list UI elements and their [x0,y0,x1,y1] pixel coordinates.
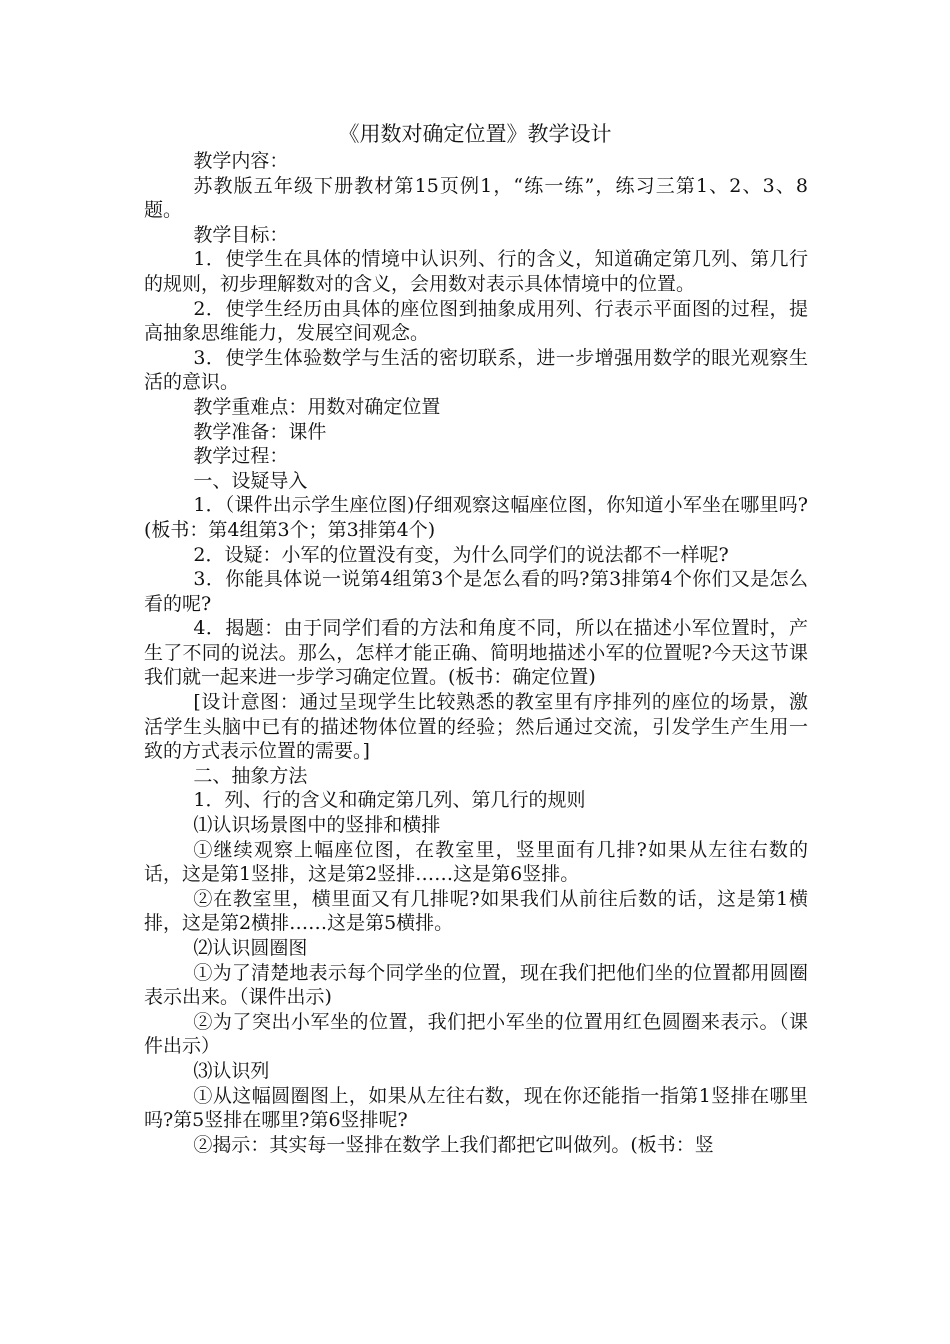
paragraph: 2．使学生经历由具体的座位图到抽象成用列、行表示平面图的过程，提高抽象思维能力，发展空间观念。 [144,297,808,345]
paragraph: 教学准备：课件 [193,420,327,443]
paragraph: 教学内容： [193,150,289,172]
paragraph: ①继续观察上幅座位图，在教室里，竖里面有几排?如果从左往右数的话，这是第1竖排，这是第2竖排……这是第6竖排。 [144,838,808,886]
paragraph: 二、抽象方法 [193,764,308,787]
paragraph: 3．你能具体说一说第4组第3个是怎么看的吗?第3排第4个你们又是怎么看的呢? [144,568,808,615]
paragraph: 一、设疑导入 [193,469,308,492]
paragraph: 4．揭题：由于同学们看的方法和角度不同，所以在描述小军位置时，产生了不同的说法。那么，怎样才能正确、简明地描述小军的位置呢?今天这节课我们就一起来进一步学习确定位置。(板书：确定位置) [144,617,808,689]
document-title: 《用数对确定位置》教学设计 [338,122,612,146]
paragraph: ⑶认识列 [193,1059,270,1082]
paragraph: ②揭示：其实每一竖排在数学上我们都把它叫做列。(板书：竖 [193,1133,714,1156]
paragraph: 1．使学生在具体的情境中认识列、行的含义，知道确定第几列、第几行的规则，初步理解数对的含义，会用数对表示具体情境中的位置。 [144,248,808,295]
paragraph: ①从这幅圆圈图上，如果从左往右数，现在你还能指一指第1竖排在哪里吗?第5竖排在哪里?第6竖排呢? [144,1084,808,1132]
document-body [144,149,808,1157]
paragraph: 2．设疑：小军的位置没有变，为什么同学们的说法都不一样呢? [193,543,729,566]
paragraph: ②为了突出小军坐的位置，我们把小军坐的位置用红色圆圈来表示。（课件出示） [144,1010,808,1058]
paragraph: ⑵认识圆圈图 [193,937,308,959]
paragraph: [设计意图：通过呈现学生比较熟悉的教室里有序排列的座位的场景，激活学生头脑中已有的描述物体位置的经验；然后通过交流，引发学生产生用一致的方式表示位置的需要。] [144,691,808,763]
paragraph: 教学目标： [193,223,289,246]
paragraph: ⑴认识场景图中的竖排和横排 [193,814,441,837]
paragraph: 1．列、行的含义和确定第几列、第几行的规则 [193,789,586,812]
paragraph: ②在教室里，横里面又有几排呢?如果我们从前往后数的话，这是第1横排，这是第2横排……这是第5横排。 [144,887,808,935]
paragraph: 3．使学生体验数学与生活的密切联系，进一步增强用数学的眼光观察生活的意识。 [144,346,808,394]
paragraph: 1．（课件出示学生座位图)仔细观察这幅座位图，你知道小军坐在哪里吗?(板书：第4组第3个；第3排第4个) [144,494,808,541]
paragraph: 教学过程： [193,445,289,468]
paragraph: 苏教版五年级下册教材第15页例1，“练一练”，练习三第1、2、3、8题。 [144,174,808,222]
paragraph: ①为了清楚地表示每个同学坐的位置，现在我们把他们坐的位置都用圆圈表示出来。（课件出示) [144,961,808,1009]
paragraph: 教学重难点：用数对确定位置 [193,395,441,418]
